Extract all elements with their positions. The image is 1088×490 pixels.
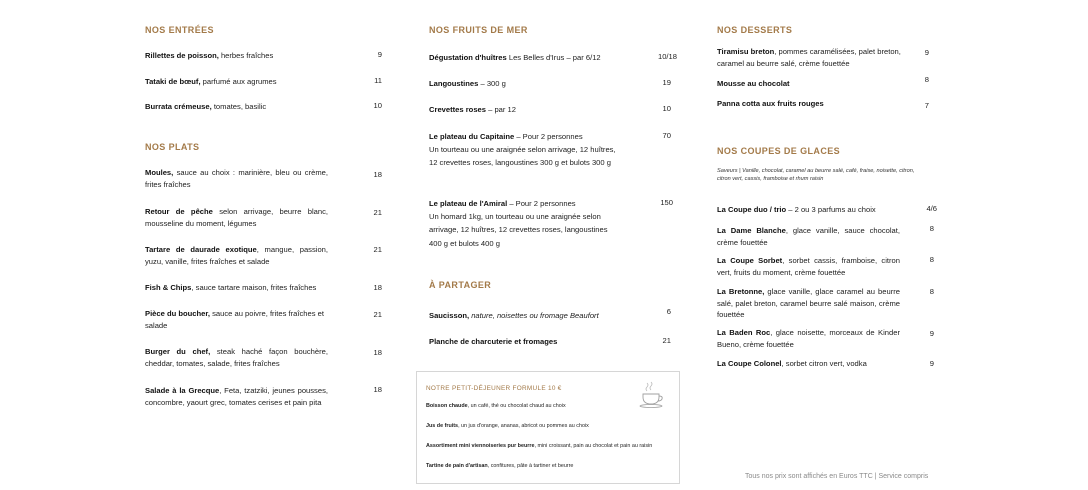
item-price: 11 <box>374 76 382 85</box>
item-desc: , confitures, pâte à tartiner et beurre <box>487 463 574 469</box>
item-name: Langoustines <box>429 79 479 88</box>
item-price: 8 <box>929 255 934 264</box>
item-price: 18 <box>373 348 382 357</box>
item-price: 10 <box>662 104 671 113</box>
menu-item <box>717 327 900 350</box>
item-price: 8 <box>924 75 929 84</box>
desserts-title: NOS DESSERTS <box>717 25 793 35</box>
menu-item <box>145 167 328 190</box>
item-name: Pièce du boucher, <box>145 309 210 318</box>
menu-item <box>429 198 619 250</box>
item-desc: , sorbet citron vert, vodka <box>781 359 867 368</box>
item-name: La Bretonne, <box>717 287 765 296</box>
menu-item <box>145 76 345 88</box>
menu-item <box>145 50 345 62</box>
menu-item <box>717 225 900 248</box>
item-desc: , un jus d'orange, ananas, abricot ou pommes au choix <box>458 423 589 429</box>
item-name: Crevettes roses <box>429 105 486 114</box>
menu-item <box>429 310 629 322</box>
item-desc: herbes fraîches <box>218 51 274 60</box>
menu-item <box>145 282 345 294</box>
item-desc: – Pour 2 personnes <box>507 199 576 208</box>
item-name: La Dame Blanche <box>717 226 786 235</box>
menu-item <box>429 131 619 170</box>
item-price: 8 <box>929 287 934 296</box>
breakfast-item <box>426 463 573 469</box>
breakfast-item <box>426 423 589 429</box>
item-name: Panna cotta aux fruits rouges <box>717 99 824 108</box>
item-price: 9 <box>924 48 929 57</box>
item-detail: Un homard 1kg, un tourteau ou une araignée selon arrivage, 12 huîtres, 12 crevettes roses, langoustines 400 g et bulots 400 g <box>429 211 608 248</box>
item-name: La Coupe Colonel <box>717 359 782 368</box>
item-name: Salade à la Grecque <box>145 386 220 395</box>
item-price: 8 <box>929 224 934 233</box>
menu-item <box>145 308 333 331</box>
menu-item <box>145 101 345 113</box>
menu-item <box>717 46 907 69</box>
entrees-title: NOS ENTRÉES <box>145 25 214 35</box>
item-desc: , glace noisette, morceaux de Kinder Bueno, crème fouettée <box>717 328 900 349</box>
item-price: 21 <box>373 310 382 319</box>
item-name: Tiramisu breton <box>717 47 775 56</box>
item-desc: , un café, thé ou chocolat chaud au choix <box>467 403 566 409</box>
item-desc: glace vanille, glace caramel au beurre salé, palet breton, caramel beurre salé maison, crème fouettée <box>717 287 900 320</box>
menu-item <box>145 346 328 369</box>
item-desc: , pommes caramélisées, palet breton, caramel au beurre salé, crème fouettée <box>717 47 901 68</box>
item-desc: sauce au poivre, frites fraîches et salade <box>145 309 324 330</box>
petit-dejeuner-box <box>416 371 680 484</box>
partager-title: À PARTAGER <box>429 280 492 290</box>
item-desc: Les Belles d'Irus – par 6/12 <box>506 53 601 62</box>
item-price: 6 <box>666 307 671 316</box>
fruits-de-mer-title: NOS FRUITS DE MER <box>429 25 528 35</box>
item-desc: , sorbet cassis, framboise, citron vert, fruits du moment, crème fouettée <box>717 256 900 277</box>
item-name: Tataki de bœuf, <box>145 77 201 86</box>
item-price: 21 <box>662 336 671 345</box>
item-price: 18 <box>373 283 382 292</box>
item-name: La Coupe duo / trio <box>717 205 787 214</box>
item-name: Tartare de daurade exotique <box>145 245 257 254</box>
item-name: La Baden Roc <box>717 328 771 337</box>
item-desc: – Pour 2 personnes <box>514 132 583 141</box>
menu-item <box>717 98 907 110</box>
footer-note: Tous nos prix sont affichés en Euros TTC | Service compris <box>745 473 929 480</box>
item-price: 21 <box>373 208 382 217</box>
item-name: Planche de charcuterie et fromages <box>429 337 558 346</box>
plats-title: NOS PLATS <box>145 142 200 152</box>
item-price: 10 <box>373 101 382 110</box>
menu-item <box>717 286 900 321</box>
breakfast-item <box>426 403 566 409</box>
item-detail: Un tourteau ou une araignée selon arrivage, 12 huîtres, 12 crevettes roses, langoustines 300 g et bulots 300 g <box>429 144 616 168</box>
menu-item <box>717 78 907 90</box>
glaces-title: NOS COUPES DE GLACES <box>717 146 841 156</box>
item-desc: steak haché façon bouchère, cheddar, tomates, salade, frites fraîches <box>145 347 328 368</box>
item-name: Burrata crémeuse, <box>145 102 212 111</box>
breakfast-item <box>426 443 652 449</box>
item-price: 9 <box>929 359 934 368</box>
item-price: 9 <box>929 329 934 338</box>
item-desc: sauce au choix : marinière, bleu ou crème, frites fraîches <box>145 168 328 189</box>
item-name: Rillettes de poisson, <box>145 51 219 60</box>
menu-item <box>429 104 629 116</box>
saveurs-note: Saveurs | Vanille, chocolat, caramel au beurre salé, café, fraise, noisette, citron, citron vert, cassis, framboise et rhum raisin <box>717 168 915 182</box>
item-desc: , mini croissant, pain au chocolat et pain au raisin <box>534 443 653 449</box>
menu-item <box>429 52 639 64</box>
menu-item <box>145 385 328 408</box>
item-name: Boisson chaude <box>426 403 468 409</box>
menu-item <box>429 336 629 348</box>
item-desc: – par 12 <box>486 105 516 114</box>
coffee-cup-icon <box>636 380 666 410</box>
menu-item <box>145 244 328 267</box>
item-name: Mousse au chocolat <box>717 79 790 88</box>
menu-item <box>717 204 907 216</box>
item-price: 4/6 <box>926 204 937 213</box>
item-name: Saucisson, <box>429 311 470 320</box>
item-name: La Coupe Sorbet <box>717 256 783 265</box>
menu-item <box>145 206 328 229</box>
item-price: 9 <box>377 50 382 59</box>
item-price: 70 <box>662 131 671 140</box>
menu-item <box>717 255 900 278</box>
item-desc: – 300 g <box>478 79 506 88</box>
menu-item <box>717 358 907 370</box>
item-price: 7 <box>924 101 929 110</box>
item-price: 10/18 <box>657 52 677 61</box>
item-name: Moules, <box>145 168 174 177</box>
item-name: Dégustation d'huîtres <box>429 53 507 62</box>
item-name: Fish & Chips <box>145 283 192 292</box>
item-desc: , glace vanille, sauce chocolat, crème fouettée <box>717 226 900 247</box>
item-desc: parfumé aux agrumes <box>200 77 277 86</box>
item-name: Tartine de pain d'artisan <box>426 463 488 469</box>
item-desc: , Feta, tzatziki, jeunes pousses, concombre, yaourt grec, tomates cerises et pain pita <box>145 386 328 407</box>
item-price: 18 <box>373 170 382 179</box>
item-name: Le plateau du Capitaine <box>429 132 515 141</box>
menu-item <box>429 78 629 90</box>
item-price: 18 <box>373 385 382 394</box>
item-price: 150 <box>660 198 673 207</box>
item-desc: nature, noisettes ou fromage Beaufort <box>469 311 599 320</box>
petit-dejeuner-title: NOTRE PETIT-DÉJEUNER FORMULE 10 € <box>426 385 562 392</box>
item-desc: selon arrivage, beurre blanc, mousseline du moment, légumes <box>145 207 329 228</box>
item-price: 19 <box>662 78 671 87</box>
item-desc: – 2 ou 3 parfums au choix <box>786 205 876 214</box>
item-name: Burger du chef, <box>145 347 211 356</box>
item-price: 21 <box>373 245 382 254</box>
item-name: Retour de pêche <box>145 207 213 216</box>
item-name: Jus de fruits <box>426 423 459 429</box>
item-desc: , mangue, passion, yuzu, vanille, frites fraîches et salade <box>145 245 329 266</box>
item-name: Le plateau de l'Amiral <box>429 199 508 208</box>
item-desc: , sauce tartare maison, frites fraîches <box>191 283 317 292</box>
item-name: Assortiment mini viennoiseries pur beurre <box>426 443 535 449</box>
item-desc: tomates, basilic <box>211 102 267 111</box>
